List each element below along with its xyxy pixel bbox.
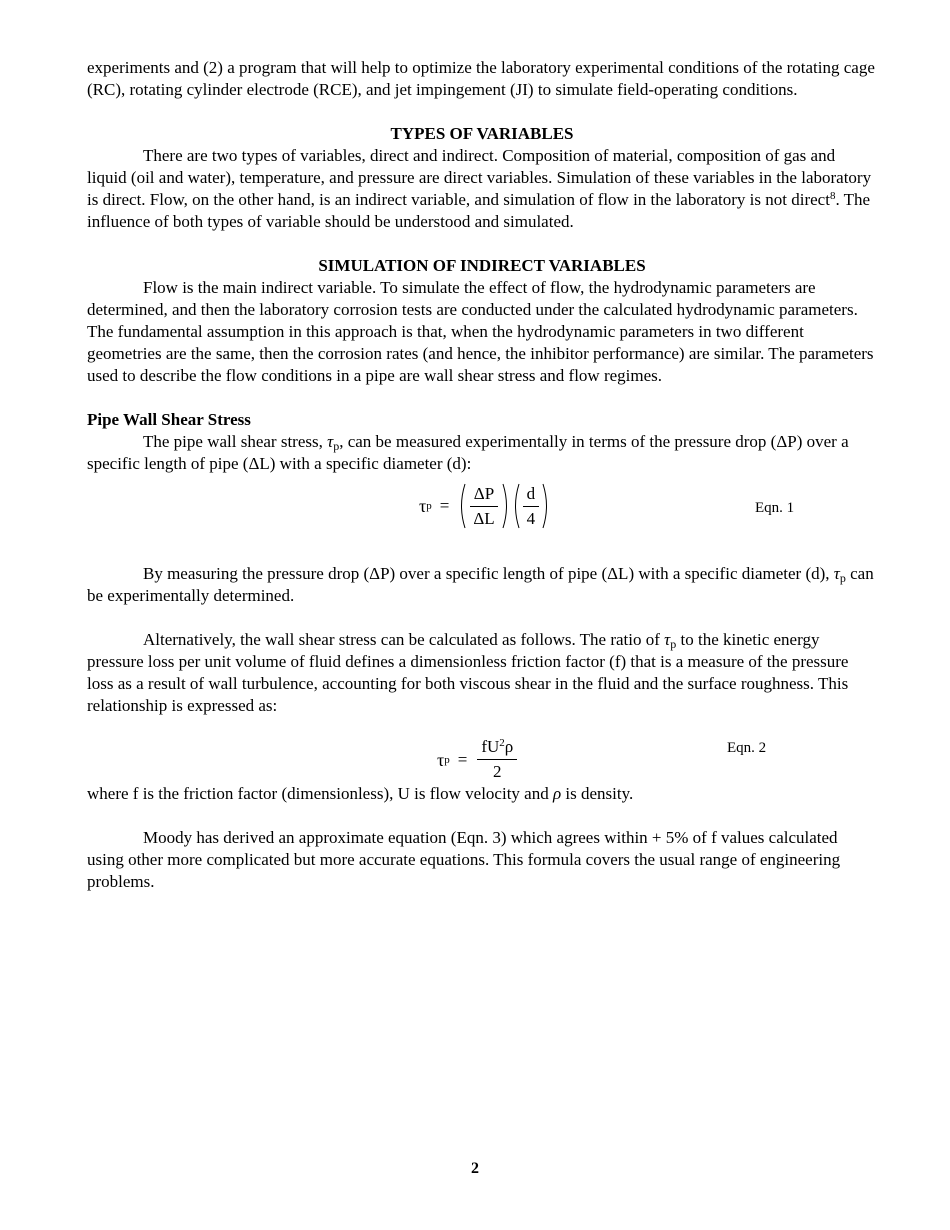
tau-subscript: p (333, 439, 340, 453)
tau-symbol: τ (327, 432, 334, 451)
rho-symbol: ρ (552, 784, 562, 803)
simulation-indirect-variables-heading: SIMULATION OF INDIRECT VARIABLES (318, 256, 646, 275)
shear-intro-text-a: The pipe wall shear stress, (143, 432, 328, 451)
pipe-wall-shear-stress-heading: Pipe Wall Shear Stress (87, 410, 251, 429)
eqn1-frac2-numerator: d (523, 484, 540, 507)
eqn2-num-exponent: 2 (499, 737, 505, 749)
eqn1-frac2-denominator: 4 (526, 508, 536, 528)
types-text-part2: . The influence of both types of variable should be understood and simulated. (87, 190, 871, 231)
simulation-paragraph: Flow is the main indirect variable. To simulate the effect of flow, the hydrodynamic parameters are determined, and then the laboratory corrosion tests are conducted under the calculated hydrodynamic parameters. The fundamental assumption in this approach is that, when the hydrodynamic parameters in two different geometries are the same, then the corrosion rates (and hence, the inhibitor performance) are similar. The parameters used to describe the flow conditions in a pipe are wall shear stress and flow regimes. (87, 278, 874, 385)
eqn2-equals-sign: = (457, 749, 468, 769)
pressure-drop-text-a: By measuring the pressure drop (ΔP) over a specific length of pipe (ΔL) with a specific diameter (d), (143, 564, 834, 583)
friction-text-b: to the kinetic energy pressure loss per unit volume of fluid defines a dimensionless friction factor (f) that is a measure of the pressure loss as a result of wall turbulence, accounting for both viscous shear in the fluid and the surface roughness. This relationship is expressed as: (87, 630, 849, 715)
definitions-text-b: is density. (561, 784, 634, 803)
eqn2-fraction (477, 737, 517, 782)
tau-symbol: τ (833, 564, 840, 583)
types-of-variables-paragraph (87, 145, 877, 233)
eqn2-denominator: 2 (493, 762, 502, 781)
eqn2-num-rho: ρ (504, 737, 514, 756)
pressure-drop-text-b: can be experimentally determined. (87, 564, 874, 605)
equation-1-label: Eqn. 1 (755, 500, 795, 516)
variable-definitions-paragraph (87, 783, 877, 805)
reference-superscript: 8 (829, 190, 836, 202)
eqn2-lhs-tau: τ (437, 749, 445, 770)
left-paren-icon (511, 483, 521, 529)
shear-stress-intro-paragraph (87, 431, 877, 475)
right-paren-icon (501, 483, 511, 529)
eqn1-fraction-dp-dl (469, 484, 498, 529)
left-paren-icon (457, 483, 467, 529)
eqn2-num-fu: fU (481, 737, 500, 756)
friction-text-a: Alternatively, the wall shear stress can be calculated as follows. The ratio of (143, 630, 665, 649)
types-text-part1: There are two types of variables, direct and indirect. Composition of material, composition of gas and liquid (oil and water), temperature, and pressure are direct variables. Simulation of these variables in the laboratory is direct. Flow, on the other hand, is an indirect variable, and simulation of flow in the laboratory is not direct (87, 146, 872, 209)
tau-subscript: p (670, 637, 677, 651)
page-number: 2 (471, 1160, 479, 1177)
definitions-text-a: where f is the friction factor (dimensionless), U is flow velocity and (87, 784, 553, 803)
equation-2-body (437, 737, 519, 782)
document-page (87, 57, 877, 893)
eqn2-numerator (477, 737, 517, 760)
equation-2-label: Eqn. 2 (727, 740, 767, 756)
equation-1 (87, 475, 877, 563)
tau-subscript: p (839, 571, 846, 585)
moody-paragraph: Moody has derived an approximate equation (Eqn. 3) which agrees within + 5% of f values calculated using other more complicated but more accurate equations. This formula covers the usual range of engineering problems. (87, 828, 841, 891)
equation-2 (87, 717, 877, 783)
right-paren-icon (541, 483, 551, 529)
pressure-drop-paragraph (87, 563, 877, 607)
eqn1-equals-sign: = (439, 496, 450, 515)
eqn1-lhs-tau: τ (419, 496, 427, 516)
eqn1-fraction-d-4 (523, 484, 540, 529)
eqn1-frac1-denominator: ΔL (473, 508, 495, 528)
intro-paragraph: experiments and (2) a program that will help to optimize the laboratory experimental conditions of the rotating cage (RC), rotating cylinder electrode (RCE), and jet impingement (JI) to simulate field-operating conditions. (87, 58, 875, 99)
equation-1-body (419, 483, 551, 529)
eqn2-lhs-subscript: p (444, 753, 450, 766)
friction-factor-paragraph (87, 629, 877, 717)
shear-intro-text-b: , can be measured experimentally in terms of the pressure drop (ΔP) over a specific length of pipe (ΔL) with a specific diameter (d): (87, 432, 849, 473)
eqn1-frac1-numerator: ΔP (470, 484, 498, 507)
types-of-variables-heading: TYPES OF VARIABLES (390, 124, 574, 143)
eqn1-lhs-subscript: p (426, 500, 432, 512)
tau-symbol: τ (664, 630, 671, 649)
